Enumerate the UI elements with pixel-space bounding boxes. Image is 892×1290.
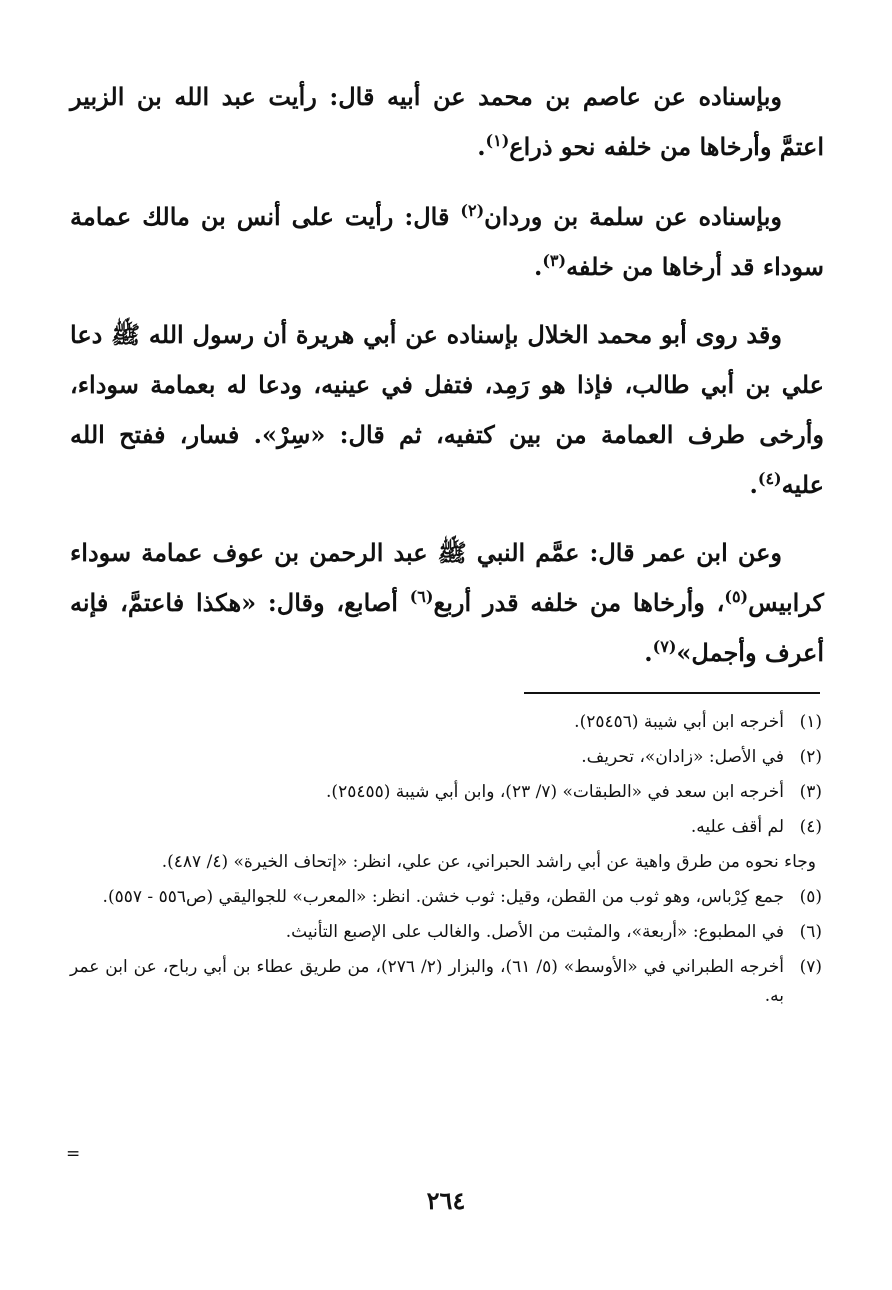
- footnote-number: (٦): [799, 922, 822, 942]
- footnote-ref-4[interactable]: (٤): [757, 469, 782, 488]
- footnote-text: لم أقف عليه.: [690, 817, 784, 837]
- main-text: [70, 72, 824, 696]
- paragraph-2-text-a: وبإسناده عن سلمة بن وردان: [484, 202, 782, 231]
- footnote-number: (٤): [799, 817, 822, 837]
- footnote-number: (٢): [799, 747, 822, 767]
- footnote-1: [70, 708, 822, 737]
- paragraph-1: [70, 72, 824, 172]
- footnote-text: أخرجه ابن أبي شيبة (٢٥٤٥٦).: [574, 712, 784, 732]
- footnote-number: (٧): [799, 957, 822, 977]
- paragraph-1-end: .: [477, 132, 486, 161]
- paragraph-4-text-c: أصابع، وقال:: [256, 588, 410, 617]
- footnote-text: وجاء نحوه من طرق واهية عن أبي راشد الحبراني، عن علي، انظر: «إتحاف الخيرة» (٤/ ٤٨٧).: [161, 852, 816, 872]
- footnote-number: (٣): [799, 782, 822, 802]
- footnote-ref-2[interactable]: (٢): [460, 201, 485, 220]
- footnote-number: (٥): [799, 887, 822, 907]
- footnote-ref-1[interactable]: (١): [485, 131, 510, 150]
- footnote-separator: [524, 692, 820, 694]
- footnote-6: [70, 918, 822, 947]
- footnote-7: [70, 953, 822, 1011]
- footnote-ref-5[interactable]: (٥): [724, 587, 749, 606]
- paragraph-3: [70, 310, 824, 510]
- paragraph-4-end: .: [644, 638, 653, 667]
- footnote-2: [70, 743, 822, 772]
- footnote-ref-3[interactable]: (٣): [542, 251, 567, 270]
- paragraph-4-text-b: ، وأرخاها من خلفه قدر أربع: [433, 588, 725, 617]
- page-number: ٢٦٤: [426, 1186, 466, 1215]
- footnote-text: جمع كِرْباس، وهو ثوب من القطن، وقيل: ثوب خشن. انظر: «المعرب» للجواليقي (ص٥٥٦ - ٥٥٧).: [102, 887, 784, 907]
- paragraph-3-end: .: [749, 470, 758, 499]
- footnote-text: في المطبوع: «أربعة»، والمثبت من الأصل. والغالب على الإصبع التأنيث.: [285, 922, 784, 942]
- footnote-5: [70, 883, 822, 912]
- paragraph-4: [70, 528, 824, 678]
- footnote-3: [70, 778, 822, 807]
- paragraph-3-text: وقد روى أبو محمد الخلال بإسناده عن أبي هريرة أن رسول الله ﷺ دعا علي بن أبي طالب، فإذا هو رَمِد، فتفل في عينيه، ودعا له بعمامة سوداء، وأرخى طرف العمامة من بين كتفيه، ثم قال: «سِرْ». فسار، ففتح الله عليه: [70, 320, 824, 499]
- footnote-ref-6[interactable]: (٦): [409, 587, 434, 606]
- paragraph-1-text: وبإسناده عن عاصم بن محمد عن أبيه قال: رأيت عبد الله بن الزبير اعتمَّ وأرخاها من خلفه نحو ذراع: [70, 82, 824, 161]
- footnote-text: في الأصل: «زادان»، تحريف.: [581, 747, 784, 767]
- footnotes-section: [70, 708, 822, 1017]
- footnote-4-continuation: [70, 848, 822, 877]
- paragraph-2-text-b: قال: رأيت على أنس بن مالك عمامة سوداء قد أرخاها من خلفه: [70, 202, 824, 281]
- footnote-4: [70, 813, 822, 842]
- footnote-text: أخرجه ابن سعد في «الطبقات» (٧/ ٢٣)، وابن أبي شيبة (٢٥٤٥٥).: [326, 782, 784, 802]
- prophetic-quote: «هكذا فاعتمَّ، فإنه أعرف وأجمل»: [70, 588, 824, 667]
- footnote-ref-7[interactable]: (٧): [652, 637, 677, 656]
- paragraph-2-end: .: [533, 252, 543, 281]
- continuation-mark: =: [66, 1144, 81, 1164]
- paragraph-2: [70, 192, 824, 292]
- paragraph-4-text-a: وعن ابن عمر قال: عمَّم النبي ﷺ عبد الرحمن بن عوف عمامة سوداء كرابيس: [70, 538, 824, 617]
- footnote-text: أخرجه الطبراني في «الأوسط» (٥/ ٦١)، والبزار (٢/ ٢٧٦)، من طريق عطاء بن أبي رباح، عن ابن عمر به.: [70, 957, 785, 1006]
- footnote-number: (١): [799, 712, 822, 732]
